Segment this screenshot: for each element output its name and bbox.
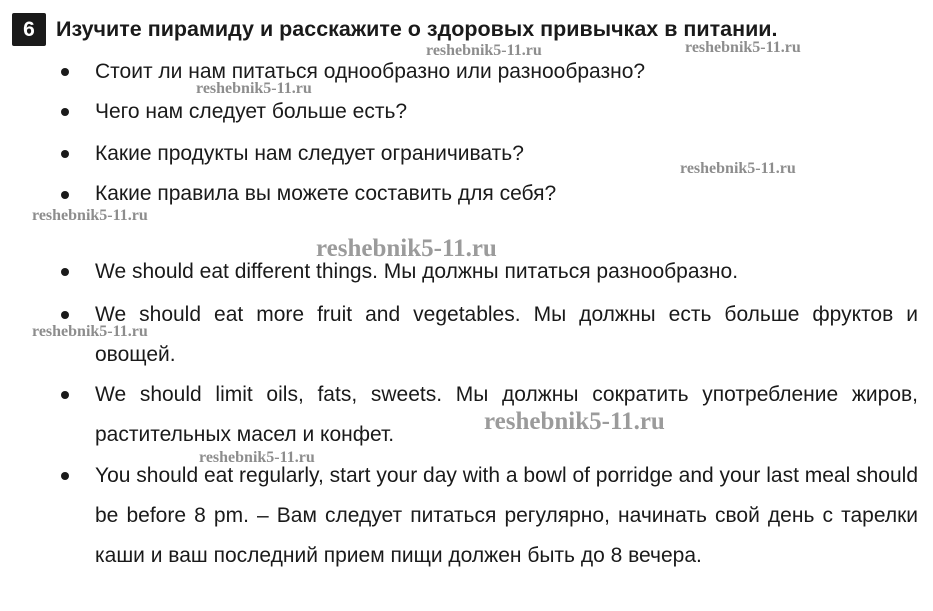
watermark: reshebnik5-11.ru <box>680 160 796 177</box>
task-number-badge: 6 <box>12 13 46 46</box>
bullet-icon <box>61 191 69 199</box>
watermark: reshebnik5-11.ru <box>316 235 497 262</box>
watermark: reshebnik5-11.ru <box>32 323 148 340</box>
bullet-icon <box>61 68 69 76</box>
bullet-icon <box>61 391 69 399</box>
watermark: reshebnik5-11.ru <box>199 449 315 466</box>
watermark: reshebnik5-11.ru <box>32 207 148 224</box>
answer-item: You should eat regularly, start your day with a bowl of porridge and your last meal should be before 8 pm. – Вам следует питаться регулярно, начинать свой день с тарелки каши и ваш последний прием пищи должен быть до 8 вечера. <box>95 464 918 567</box>
watermark: reshebnik5-11.ru <box>484 408 665 435</box>
bullet-icon <box>61 311 69 319</box>
answer-item: We should eat different things. Мы должны питаться разнообразно. <box>95 260 739 283</box>
task-title: Изучите пирамиду и расскажите о здоровых привычках в питании. <box>56 17 778 41</box>
bullet-icon <box>61 150 69 158</box>
question-item: Стоит ли нам питаться однообразно или разнообразно? <box>95 60 646 83</box>
watermark: reshebnik5-11.ru <box>196 80 312 97</box>
bullet-icon <box>61 268 69 276</box>
answer-item: We should limit oils, fats, sweets. Мы должны сократить употребление жиров, растительных масел и конфет. <box>95 383 918 446</box>
question-item: Какие правила вы можете составить для себя? <box>95 182 557 205</box>
question-item: Какие продукты нам следует ограничивать? <box>95 142 524 165</box>
watermark: reshebnik5-11.ru <box>426 42 542 59</box>
question-item: Чего нам следует больше есть? <box>95 100 408 123</box>
answer-item: We should eat more fruit and vegetables. Мы должны есть больше фруктов и овощей. <box>95 303 918 366</box>
bullet-icon <box>61 472 69 480</box>
watermark: reshebnik5-11.ru <box>685 39 801 56</box>
bullet-icon <box>61 108 69 116</box>
